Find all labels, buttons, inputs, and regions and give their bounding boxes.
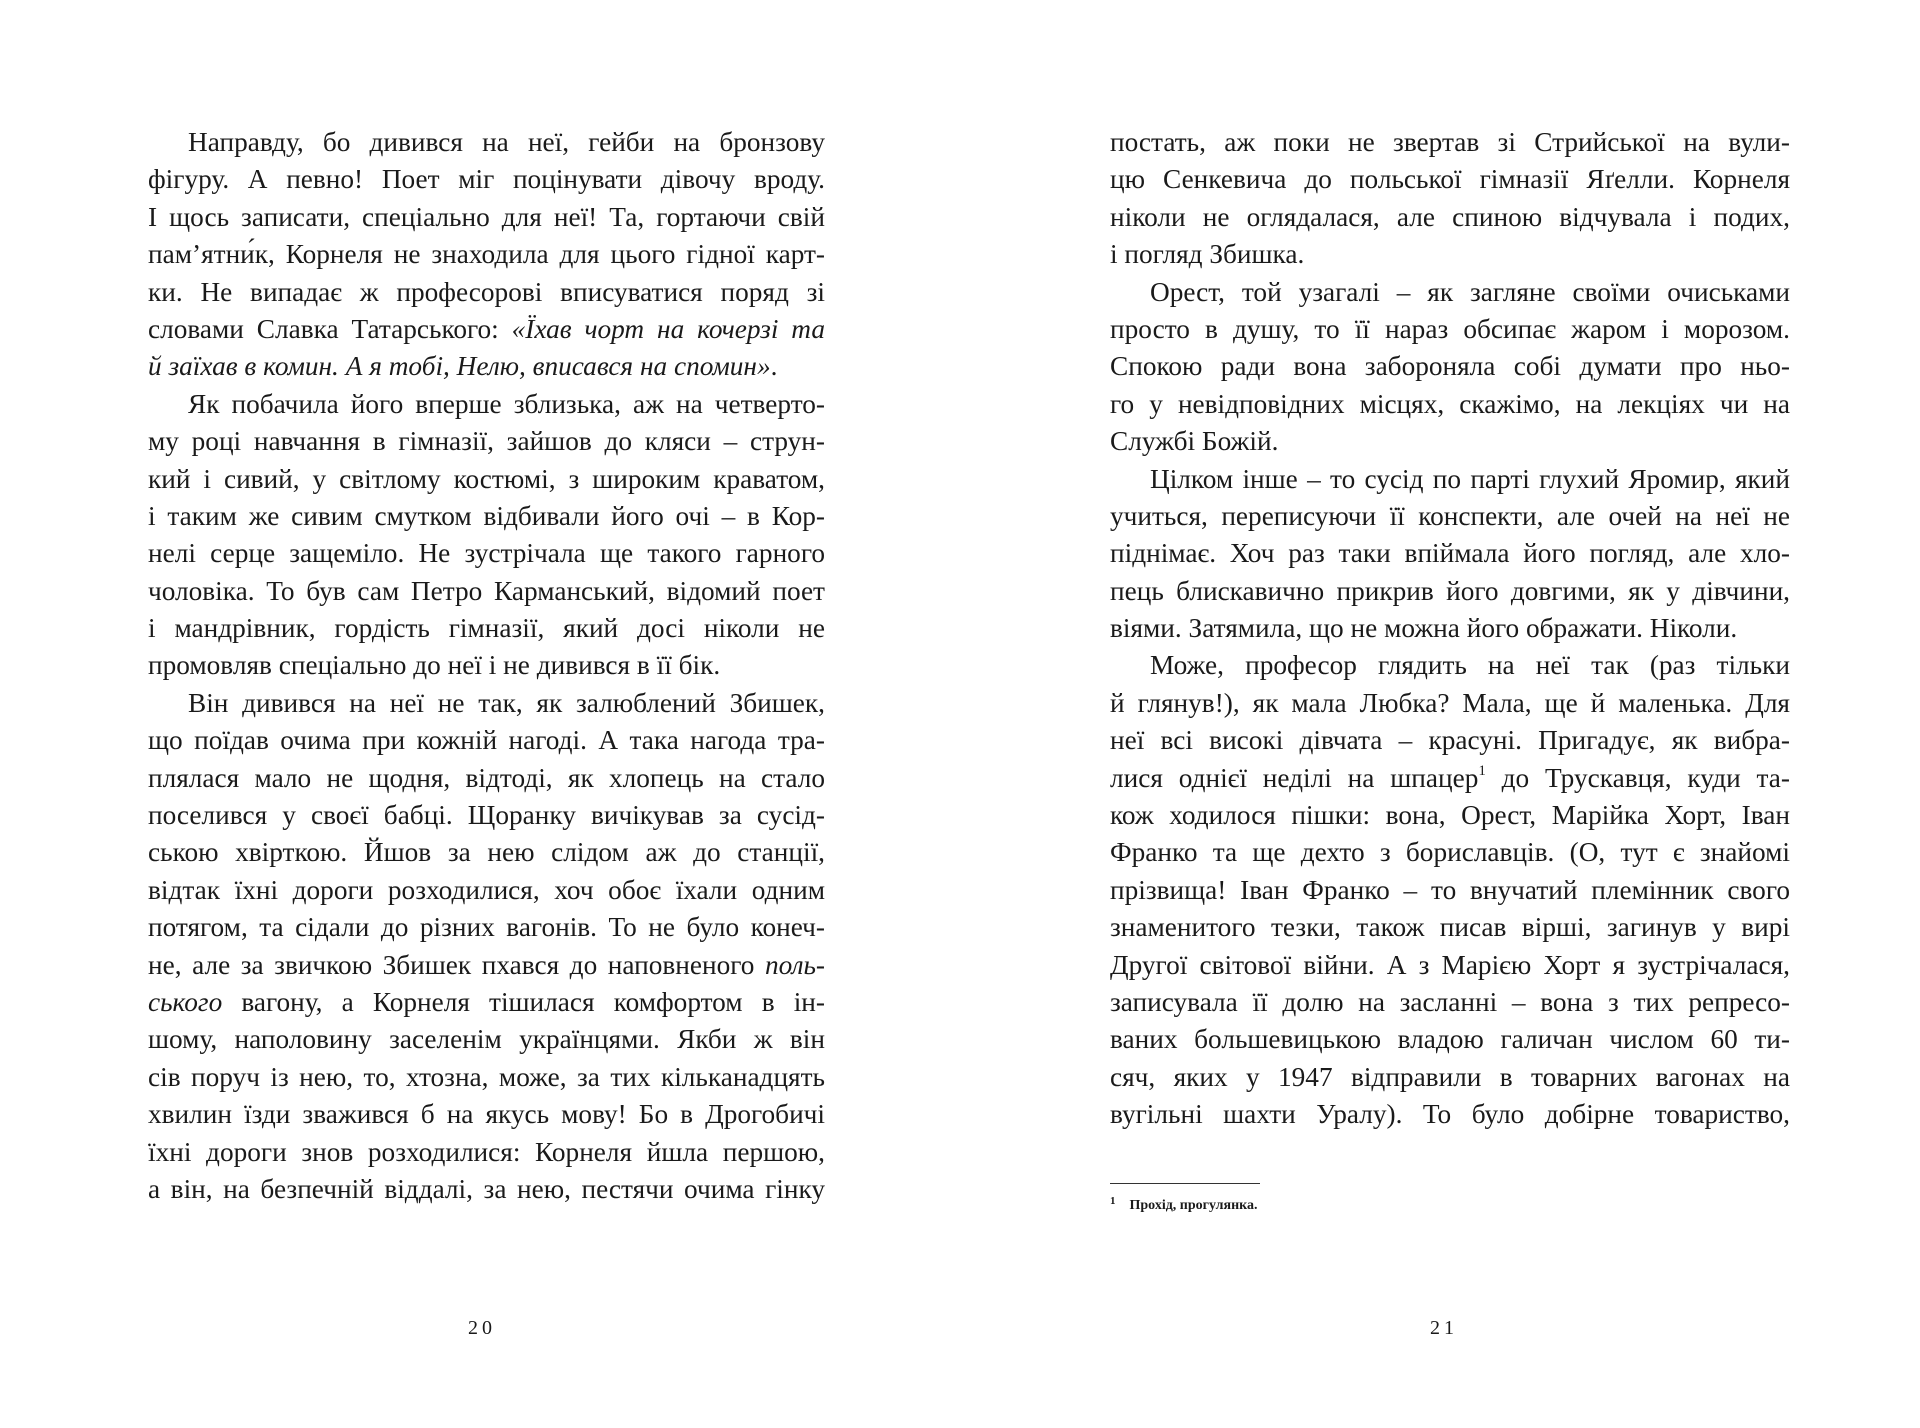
right-page-number: 21 <box>1430 1317 1458 1339</box>
line-text: й глянув!), як мала Любка? Мала, ще й маленька. Для <box>1110 687 1790 718</box>
text-line <box>148 461 825 498</box>
text-line <box>148 498 825 535</box>
line-text: плялася мало не щодня, відтоді, як хлопець на стало <box>148 762 825 793</box>
text-line <box>1110 722 1790 759</box>
line-text: ською хвірткою. Йшов за нею слідом аж до станції, <box>148 837 825 868</box>
text-line <box>148 760 825 797</box>
line-text: що поїдав очима при кожній нагоді. А така нагода тра- <box>148 725 825 756</box>
text-line <box>148 161 825 198</box>
line-text: і погляд Збишка. <box>1110 239 1305 270</box>
line-text: сів поруч із нею, то, хтозна, може, за тих кільканадцять <box>148 1061 825 1092</box>
footnote-divider <box>1110 1183 1260 1184</box>
line-text: хвилин їзди зважився б на якусь мову! Бо в Дрогобичі <box>148 1099 825 1130</box>
line-text: словами Славка Татарського: <box>148 313 512 344</box>
text-line <box>1110 423 1790 460</box>
text-line <box>148 1021 825 1058</box>
text-line <box>148 797 825 834</box>
text-line <box>148 423 825 460</box>
line-text: а він, на безпечній віддалі, за нею, пестячи очима гінку <box>148 1173 825 1204</box>
line-text: вугільні шахти Уралу). То було добірне товариство, <box>1110 1099 1790 1130</box>
text-line <box>1110 199 1790 236</box>
line-text: Франко та ще дехто з бориславців. (О, тут є знайомі <box>1110 837 1790 868</box>
footnote <box>1110 1195 1258 1214</box>
text-line <box>1110 535 1790 572</box>
line-text: Направду, бо дивився на неї, гейби на бронзову <box>188 127 825 157</box>
text-line <box>148 535 825 572</box>
text-line <box>1110 274 1790 311</box>
line-text: Як побачила його вперше зблизька, аж на четверто- <box>188 388 825 419</box>
line-text: віями. Затямила, що не можна його ображати. Ніколи. <box>1110 613 1738 644</box>
right-page <box>960 0 1920 1428</box>
line-text: Він дивився на неї не так, як залюблений Збишек, <box>188 687 825 718</box>
line-text: не, але за звичкою Збишек пхався до наповненого <box>148 949 765 980</box>
line-text: прізвища! Іван Франко – то внучатий племінник свого <box>1110 874 1790 905</box>
text-line <box>1110 872 1790 909</box>
text-line <box>1110 236 1790 273</box>
text-line <box>1110 498 1790 535</box>
text-line <box>1110 647 1790 684</box>
text-line <box>148 1171 825 1208</box>
line-text: до Трускавця, куди та- <box>1485 762 1790 793</box>
text-line <box>148 947 825 984</box>
text-line <box>1110 124 1790 161</box>
text-line <box>1110 386 1790 423</box>
text-line <box>1110 834 1790 871</box>
line-text: промовляв спеціально до неї і не дивився в її бік. <box>148 650 721 681</box>
line-text: кий і сивий, у світлому костюмі, з широким краватом, <box>148 463 825 494</box>
text-line <box>1110 1021 1790 1058</box>
text-line <box>1110 161 1790 198</box>
text-line <box>148 236 825 273</box>
line-text: . <box>770 351 778 382</box>
left-page-text <box>148 124 825 1208</box>
line-text: фігуру. А певно! Поет міг поцінувати дівочу вроду. <box>148 164 825 195</box>
line-text: ки. Не випадає ж професорові вписуватися поряд зі <box>148 276 825 307</box>
line-text: піднімає. Хоч раз таки впіймала його погляд, але хло- <box>1110 538 1790 569</box>
text-line <box>148 1059 825 1096</box>
line-text: го у невідповідних місцях, скажімо, на лекціях чи на <box>1110 388 1790 419</box>
footnote-reference: 1 <box>1478 762 1486 779</box>
text-line <box>1110 573 1790 610</box>
line-text: кож ходилося пішки: вона, Орест, Марійка Хорт, Іван <box>1110 800 1790 831</box>
line-text: Орест, той узагалі – як загляне своїми очиськами <box>1150 276 1790 307</box>
line-text: ваних большевицькою владою галичан числом 60 ти- <box>1110 1024 1790 1055</box>
text-line <box>148 274 825 311</box>
text-line <box>1110 797 1790 834</box>
italic-text: поль- <box>764 949 825 980</box>
line-text: їхні дороги знов розходилися: Корнеля йшла першою, <box>148 1136 825 1167</box>
text-line <box>148 1096 825 1133</box>
text-line <box>148 386 825 423</box>
line-text: поселився у своєї бабці. Щоранку вичікував за сусід- <box>148 800 825 831</box>
text-line <box>148 647 825 684</box>
text-line <box>148 199 825 236</box>
line-text: учиться, переписуючи її конспекти, але очей на неї не <box>1110 500 1790 531</box>
text-line <box>148 610 825 647</box>
text-line <box>148 872 825 909</box>
text-line <box>1110 348 1790 385</box>
text-line <box>148 984 825 1021</box>
line-text: знаменитого тезки, також писав вірші, загинув у вирі <box>1110 912 1790 943</box>
text-line <box>1110 685 1790 722</box>
text-line <box>148 311 825 348</box>
text-line <box>148 124 825 161</box>
text-line <box>1110 947 1790 984</box>
italic-text: й заїхав в комин. А я тобі, Нелю, вписався на спомин» <box>148 351 771 382</box>
line-text: Цілком інше – то сусід по парті глухий Яромир, який <box>1150 463 1790 494</box>
text-line <box>1110 984 1790 1021</box>
text-line <box>1110 461 1790 498</box>
text-line <box>1110 760 1790 797</box>
footnote-text: Прохід, прогулянка. <box>1129 1198 1258 1213</box>
line-text: лися однієї неділі на шпацер <box>1110 762 1479 793</box>
line-text: му році навчання в гімназії, зайшов до кляси – струн- <box>148 426 825 457</box>
line-text: Спокою ради вона забороняла собі думати про ньо- <box>1110 351 1790 382</box>
line-text: чоловіка. То був сам Петро Карманський, відомий поет <box>148 575 825 606</box>
line-text: ніколи не оглядалася, але спиною відчувала і подих, <box>1110 201 1790 232</box>
text-line <box>1110 1096 1790 1133</box>
line-text: цю Сенкевича до польської гімназії Яґелли. Корнеля <box>1110 164 1790 195</box>
line-text: сяч, яких у 1947 відправили в товарних вагонах на <box>1110 1061 1790 1092</box>
text-line <box>1110 909 1790 946</box>
text-line <box>148 909 825 946</box>
text-line <box>148 1134 825 1171</box>
text-line <box>1110 311 1790 348</box>
left-page-number: 20 <box>468 1317 496 1339</box>
text-line <box>1110 1059 1790 1096</box>
line-text: неї всі високі дівчата – красуні. Пригадує, як вибра- <box>1110 725 1790 756</box>
line-text: постать, аж поки не звертав зі Стрийської на вули- <box>1110 127 1790 157</box>
text-line <box>148 348 825 385</box>
line-text: просто в душу, то її нараз обсипає жаром і морозом. <box>1110 313 1790 344</box>
line-text: і таким же сивим смутком відбивали його очі – в Кор- <box>148 500 825 531</box>
line-text: І щось записати, спеціально для неї! Та, гортаючи свій <box>148 201 825 232</box>
text-line <box>1110 610 1790 647</box>
line-text: потягом, та сідали до різних вагонів. То не було конеч- <box>148 912 825 943</box>
line-text: відтак їхні дороги розходилися, хоч обоє їхали одним <box>148 874 825 905</box>
line-text: пам’ятни́к, Корнеля не знаходила для цього гідної карт- <box>148 239 825 270</box>
line-text: записувала її долю на засланні – вона з тих репресо- <box>1110 986 1790 1017</box>
line-text: нелі серце защеміло. Не зустрічала ще такого гарного <box>148 538 825 569</box>
line-text: пець блискавично прикрив його довгими, як у дівчини, <box>1110 575 1790 606</box>
text-line <box>148 573 825 610</box>
footnote-mark: 1 <box>1110 1195 1116 1207</box>
italic-text: ського <box>148 986 223 1017</box>
line-text: Службі Божій. <box>1110 426 1279 457</box>
line-text: і мандрівник, гордість гімназії, який досі ніколи не <box>148 613 825 644</box>
line-text: шому, наполовину заселенім українцями. Якби ж він <box>148 1024 825 1055</box>
line-text: Другої світової війни. А з Марією Хорт я зустрічалася, <box>1110 949 1790 980</box>
text-line <box>148 685 825 722</box>
line-text: вагону, а Корнеля тішилася комфортом в ін- <box>222 986 825 1017</box>
text-line <box>148 722 825 759</box>
italic-text: «Їхав чорт на кочерзі та <box>511 313 825 344</box>
text-line <box>148 834 825 871</box>
right-page-text <box>1110 124 1790 1134</box>
line-text: Може, професор глядить на неї так (раз тільки <box>1150 650 1790 681</box>
